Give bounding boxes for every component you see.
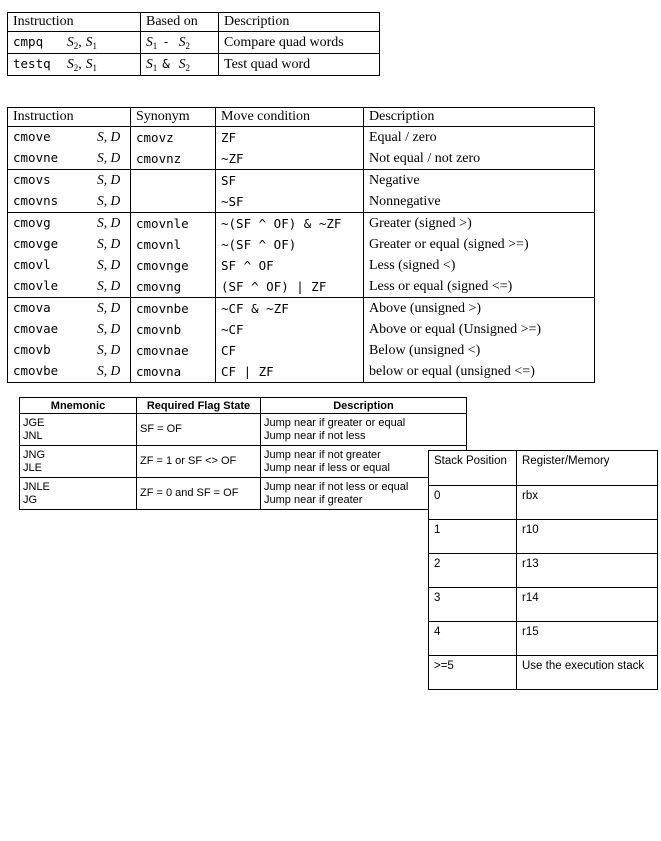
operand: S (67, 56, 74, 71)
table-row (8, 340, 595, 361)
synonym-cell: cmovz (131, 127, 216, 149)
column-header-instruction: Instruction (8, 108, 131, 127)
cmov-group-unsigned (8, 298, 595, 383)
table-row (8, 361, 595, 383)
instruction-mnemonic: cmove (13, 129, 51, 144)
mnemonic-cell (20, 414, 137, 446)
jump-mnemonic-line: JGE (23, 416, 45, 429)
operand-subscript: 1 (152, 41, 158, 51)
instruction-cell (8, 54, 141, 76)
column-header-description: Description (261, 398, 467, 414)
instruction-mnemonic: cmovle (13, 278, 59, 293)
instruction-mnemonic: cmovbe (13, 363, 59, 378)
operands: S, D (97, 257, 121, 272)
move-condition-cell: ~(SF ^ OF) & ~ZF (216, 213, 364, 235)
description-cell: Nonnegative (364, 191, 595, 213)
synonym-cell: cmovnb (131, 319, 216, 340)
move-condition-cell: ~(SF ^ OF) (216, 234, 364, 255)
table-row (20, 446, 467, 478)
move-condition-cell: CF | ZF (216, 361, 364, 383)
column-header-synonym: Synonym (131, 108, 216, 127)
instruction-mnemonic: cmovne (13, 150, 59, 165)
jump-mnemonic-table (19, 397, 467, 510)
operand-subscript: 2 (185, 41, 191, 51)
operand-subscript: 2 (73, 63, 79, 73)
description-line: Jump near if less or equal (264, 461, 390, 474)
move-condition-cell: CF (216, 340, 364, 361)
header-row (8, 108, 595, 127)
jump-mnemonic-line: JG (23, 493, 38, 506)
instruction-mnemonic: cmova (13, 300, 51, 315)
operands: S, D (97, 278, 121, 293)
operands: S, D (97, 193, 121, 208)
move-condition-cell: ~CF (216, 319, 364, 340)
flag-state-cell: ZF = 0 and SF = OF (137, 478, 261, 510)
instruction-mnemonic: cmpq (13, 34, 44, 49)
operands: S, D (97, 321, 121, 336)
synonym-cell: cmovnbe (131, 298, 216, 320)
instruction-cell (8, 319, 131, 340)
table-row (429, 656, 658, 690)
column-header-flag-state: Required Flag State (137, 398, 261, 414)
column-header-based-on: Based on (141, 13, 219, 32)
synonym-cell: cmovnl (131, 234, 216, 255)
move-condition-cell: (SF ^ OF) | ZF (216, 276, 364, 298)
table-row (8, 32, 380, 54)
operand: S (67, 34, 74, 49)
operands: S, D (97, 236, 121, 251)
operand: S (178, 34, 186, 49)
table-row (20, 478, 467, 510)
table-row (429, 622, 658, 656)
header-row (20, 398, 467, 414)
description-cell: Test quad word (219, 54, 380, 76)
column-header-move-condition: Move condition (216, 108, 364, 127)
description-line: Jump near if not less (264, 429, 366, 442)
description-cell: Above (unsigned >) (364, 298, 595, 320)
table-row (429, 554, 658, 588)
description-cell: Not equal / not zero (364, 148, 595, 170)
operand-subscript: 1 (92, 63, 97, 73)
description-cell: Negative (364, 170, 595, 192)
synonym-cell: cmovnz (131, 148, 216, 170)
operand-subscript: 2 (185, 63, 191, 73)
stack-position-cell: 1 (429, 520, 517, 554)
operand: S (178, 56, 186, 71)
register-cell: r10 (517, 520, 658, 554)
description-line: Jump near if not greater (264, 448, 381, 461)
table-row (8, 148, 595, 170)
operator: & (162, 56, 170, 71)
table-row (429, 588, 658, 622)
operands: S, D (97, 129, 121, 144)
move-condition-cell: SF (216, 170, 364, 192)
synonym-cell (131, 191, 216, 213)
table-row (20, 414, 467, 446)
description-cell: Less or equal (signed <=) (364, 276, 595, 298)
operands: S, D (97, 363, 121, 378)
stack-position-cell: 2 (429, 554, 517, 588)
operands: S, D (97, 172, 121, 187)
description-cell: Equal / zero (364, 127, 595, 149)
operator: - (162, 34, 170, 49)
table-row (429, 520, 658, 554)
instruction-cell (8, 255, 131, 276)
instruction-cell (8, 298, 131, 320)
table-row (8, 54, 380, 76)
jump-mnemonic-line: JNL (23, 429, 43, 442)
synonym-cell: cmovng (131, 276, 216, 298)
stack-register-table (428, 450, 658, 690)
instruction-cell (8, 234, 131, 255)
cmov-group-sign (8, 170, 595, 213)
instruction-mnemonic: cmovns (13, 193, 59, 208)
synonym-cell: cmovnae (131, 340, 216, 361)
flag-state-cell: ZF = 1 or SF <> OF (137, 446, 261, 478)
instruction-mnemonic: cmovs (13, 172, 51, 187)
instruction-mnemonic: cmovge (13, 236, 59, 251)
synonym-cell: cmovnge (131, 255, 216, 276)
stack-position-cell: 3 (429, 588, 517, 622)
synonym-cell: cmovna (131, 361, 216, 383)
register-cell: r13 (517, 554, 658, 588)
column-header-register-memory: Register/Memory (517, 451, 658, 486)
instruction-mnemonic: cmovae (13, 321, 59, 336)
jump-mnemonic-line: JNLE (23, 480, 50, 493)
stack-position-cell: 0 (429, 486, 517, 520)
table-row (8, 170, 595, 192)
instruction-mnemonic: cmovb (13, 342, 51, 357)
mnemonic-cell (20, 478, 137, 510)
operand-subscript: 2 (73, 41, 79, 51)
instruction-cell (8, 340, 131, 361)
operand-separator: , (78, 35, 82, 50)
description-cell: below or equal (unsigned <=) (364, 361, 595, 383)
compare-instructions-table (7, 12, 380, 76)
description-cell: Greater (signed >) (364, 213, 595, 235)
table-row (8, 234, 595, 255)
instruction-cell (8, 213, 131, 235)
register-cell: Use the execution stack (517, 656, 658, 690)
instruction-cell (8, 361, 131, 383)
mnemonic-cell (20, 446, 137, 478)
move-condition-cell: SF ^ OF (216, 255, 364, 276)
table-row (8, 319, 595, 340)
operand-subscript: 1 (92, 41, 97, 51)
operand: S (146, 56, 153, 71)
move-condition-cell: ZF (216, 127, 364, 149)
header-row (429, 451, 658, 486)
table-row (8, 191, 595, 213)
synonym-cell: cmovnle (131, 213, 216, 235)
description-line: Jump near if greater (264, 493, 363, 506)
column-header-stack-position: Stack Position (429, 451, 517, 486)
instruction-cell (8, 148, 131, 170)
based-on-cell (141, 54, 219, 76)
operands: S, D (97, 215, 121, 230)
operand-subscript: 1 (152, 63, 158, 73)
header-row (8, 13, 380, 32)
description-cell: Less (signed <) (364, 255, 595, 276)
register-cell: r14 (517, 588, 658, 622)
move-condition-cell: ~SF (216, 191, 364, 213)
instruction-mnemonic: cmovl (13, 257, 51, 272)
cmov-group-signed (8, 213, 595, 298)
operand: S (146, 34, 153, 49)
description-cell: Above or equal (Unsigned >=) (364, 319, 595, 340)
table-row (8, 255, 595, 276)
cmov-group-equal (8, 127, 595, 170)
operands: S, D (97, 150, 121, 165)
conditional-move-table (7, 107, 595, 383)
column-header-mnemonic: Mnemonic (20, 398, 137, 414)
synonym-cell (131, 170, 216, 192)
table-row (8, 298, 595, 320)
operands: S, D (97, 342, 121, 357)
table-row (429, 486, 658, 520)
register-cell: r15 (517, 622, 658, 656)
description-line: Jump near if greater or equal (264, 416, 406, 429)
operand: S (85, 34, 93, 49)
flag-state-cell: SF = OF (137, 414, 261, 446)
move-condition-cell: ~CF & ~ZF (216, 298, 364, 320)
description-line: Jump near if not less or equal (264, 480, 409, 493)
table-row (8, 127, 595, 149)
column-header-instruction: Instruction (8, 13, 141, 32)
instruction-cell (8, 276, 131, 298)
column-header-description: Description (364, 108, 595, 127)
move-condition-cell: ~ZF (216, 148, 364, 170)
stack-position-cell: >=5 (429, 656, 517, 690)
instruction-cell (8, 32, 141, 54)
column-header-description: Description (219, 13, 380, 32)
register-cell: rbx (517, 486, 658, 520)
operands: S, D (97, 300, 121, 315)
description-cell: Below (unsigned <) (364, 340, 595, 361)
description-cell: Greater or equal (signed >=) (364, 234, 595, 255)
description-cell (261, 414, 467, 446)
operand: S (85, 56, 93, 71)
instruction-cell (8, 170, 131, 192)
instruction-mnemonic: testq (13, 56, 51, 71)
jump-mnemonic-line: JNG (23, 448, 45, 461)
instruction-mnemonic: cmovg (13, 215, 51, 230)
based-on-cell (141, 32, 219, 54)
description-cell: Compare quad words (219, 32, 380, 54)
stack-position-cell: 4 (429, 622, 517, 656)
table-row (8, 213, 595, 235)
instruction-cell (8, 127, 131, 149)
instruction-cell (8, 191, 131, 213)
operand-separator: , (78, 57, 82, 72)
jump-mnemonic-line: JLE (23, 461, 42, 474)
table-row (8, 276, 595, 298)
